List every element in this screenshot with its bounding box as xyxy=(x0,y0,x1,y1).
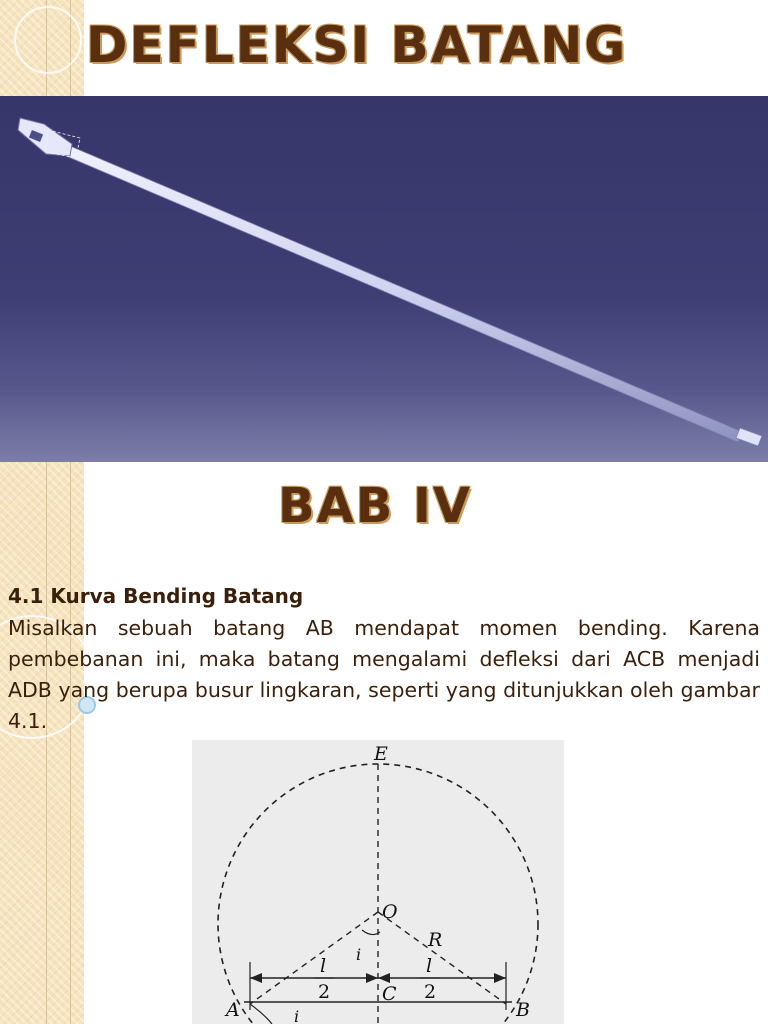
label-R: R xyxy=(428,929,443,951)
decorative-circle xyxy=(14,6,82,74)
rod-end-stub xyxy=(736,428,762,446)
radius-line-right xyxy=(378,912,506,1004)
body-paragraph: Misalkan sebuah batang AB mendapat momen bending. Karena pembebanan ini, maka batang mengalami defleksi dari ACB menjadi ADB yang berupa busur lingkaran, seperti yang ditunjukkan oleh gambar 4.1. xyxy=(8,616,760,733)
arrowhead xyxy=(366,973,378,983)
label-l-right: l xyxy=(426,955,433,977)
label-i: i xyxy=(356,945,362,964)
angle-arc xyxy=(362,930,380,935)
slide-title: DEFLEKSI BATANG xyxy=(86,16,628,74)
section-heading: 4.1 Kurva Bending Batang xyxy=(8,584,304,608)
rod-bracket xyxy=(18,118,72,156)
rod-illustration xyxy=(0,96,768,462)
label-O: O xyxy=(382,901,398,923)
rod-render-image xyxy=(0,96,768,462)
arrowhead xyxy=(250,973,262,983)
label-2-right: 2 xyxy=(424,981,437,1003)
arrowhead xyxy=(378,973,390,983)
label-l-left: l xyxy=(320,955,327,977)
label-2-left: 2 xyxy=(318,981,331,1003)
label-C: C xyxy=(382,983,397,1005)
rod-shaft xyxy=(52,140,742,442)
figure-4-1 xyxy=(192,740,564,1024)
chapter-title: BAB IV xyxy=(278,478,473,534)
deflection-arc xyxy=(250,1004,272,1024)
label-B: B xyxy=(516,999,530,1021)
label-i-bottom: i xyxy=(294,1007,300,1024)
label-A: A xyxy=(226,999,240,1021)
label-E: E xyxy=(374,743,388,765)
arrowhead xyxy=(494,973,506,983)
bending-diagram xyxy=(192,740,564,1024)
